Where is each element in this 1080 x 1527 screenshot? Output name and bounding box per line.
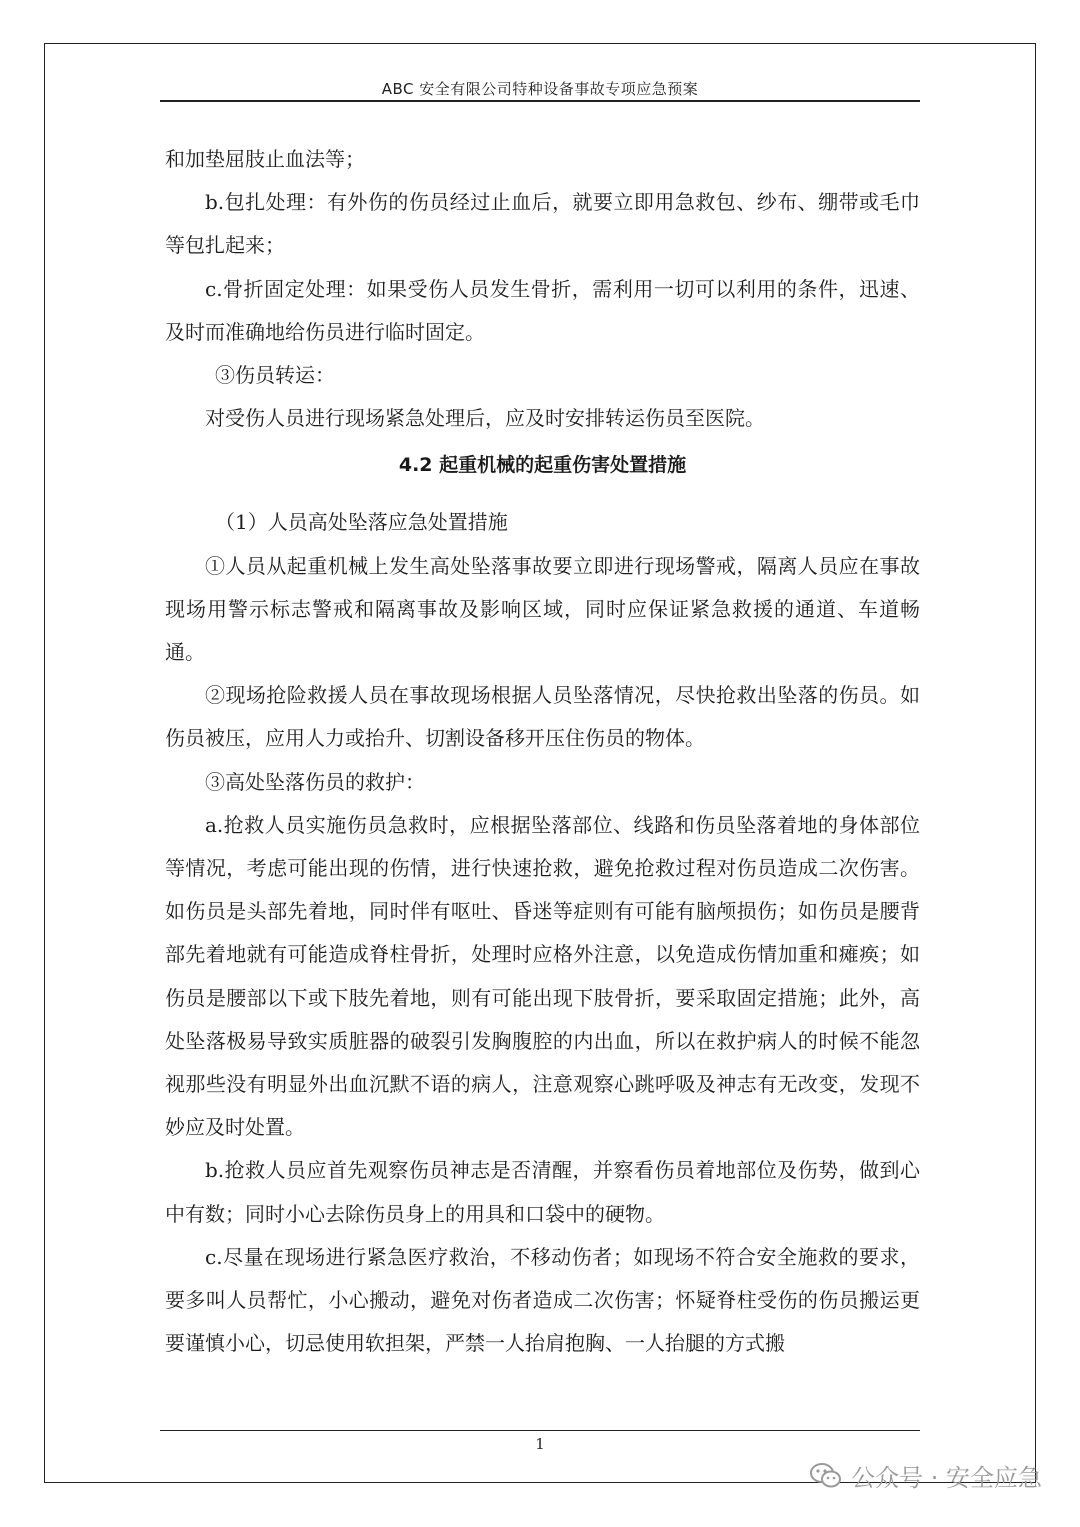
watermark-text: 公众号 · 安全应急 — [851, 1464, 1042, 1492]
paragraph: ①人员从起重机械上发生高处坠落事故要立即进行现场警戒，隔离人员应在事故现场用警示标志警戒和隔离事故及影响区域，同时应保证紧急救援的通道、车道畅通。 — [165, 553, 920, 665]
document-header-title: ABC 安全有限公司特种设备事故专项应急预案 — [381, 80, 699, 98]
section-heading: 4.2 起重机械的起重伤害处置措施 — [398, 454, 687, 477]
paragraph: b.包扎处理：有外伤的伤员经过止血后，就要立即用急救包、纱布、绷带或毛巾等包扎起来； — [165, 190, 920, 258]
document-body — [165, 138, 920, 1365]
paragraph: c.尽量在现场进行紧急医疗救治，不移动伤者；如现场不符合安全施救的要求，要多叫人员帮忙，小心搬动，避免对伤者造成二次伤害；怀疑脊柱受伤的伤员搬运更要谨慎小心，切忌使用软担架，严禁一人抬肩抱胸、一人抬腿的方式搬 — [165, 1244, 920, 1356]
paragraph: b.抢救人员应首先观察伤员神志是否清醒，并察看伤员着地部位及伤势，做到心中有数；同时小心去除伤员身上的用具和口袋中的硬物。 — [165, 1158, 920, 1226]
footer-rule — [160, 1430, 920, 1431]
watermark — [809, 1458, 1042, 1493]
paragraph: （1）人员高处坠落应急处置措施 — [215, 510, 508, 535]
paragraph: a.抢救人员实施伤员急救时，应根据坠落部位、线路和伤员坠落着地的身体部位等情况，考虑可能出现的伤情，进行快速抢救，避免抢救过程对伤员造成二次伤害。如伤员是头部先着地，同时伴有呕吐、昏迷等症则有可能有脑颅损伤；如伤员是腰背部先着地就有可能造成脊柱骨折，处理时应格外注意，以免造成伤情加重和瘫痪；如伤员是腰部以下或下肢先着地，则有可能出现下肢骨折，要采取固定措施；此外，高处坠落极易导致实质脏器的破裂引发胸腹腔的内出血，所以在救护病人的时候不能忽视那些没有明显外出血沉默不语的病人，注意观察心跳呼吸及神志有无改变，发现不妙应及时处置。 — [165, 812, 920, 1140]
paragraph: ③高处坠落伤员的救护： — [205, 769, 425, 794]
paragraph: ③伤员转运： — [215, 363, 335, 388]
header-rule — [160, 100, 920, 102]
page-number: 1 — [535, 1435, 545, 1453]
paragraph: c.骨折固定处理：如果受伤人员发生骨折，需利用一切可以利用的条件，迅速、及时而准确地给伤员进行临时固定。 — [165, 276, 920, 344]
paragraph: 和加垫屈肢止血法等； — [165, 147, 365, 171]
paragraph: ②现场抢险救援人员在事故现场根据人员坠落情况，尽快抢救出坠落的伤员。如伤员被压，应用人力或抬升、切割设备移开压住伤员的物体。 — [165, 683, 920, 751]
paragraph: 对受伤人员进行现场紧急处理后，应及时安排转运伤员至医院。 — [205, 406, 765, 431]
wechat-icon — [809, 1461, 843, 1491]
